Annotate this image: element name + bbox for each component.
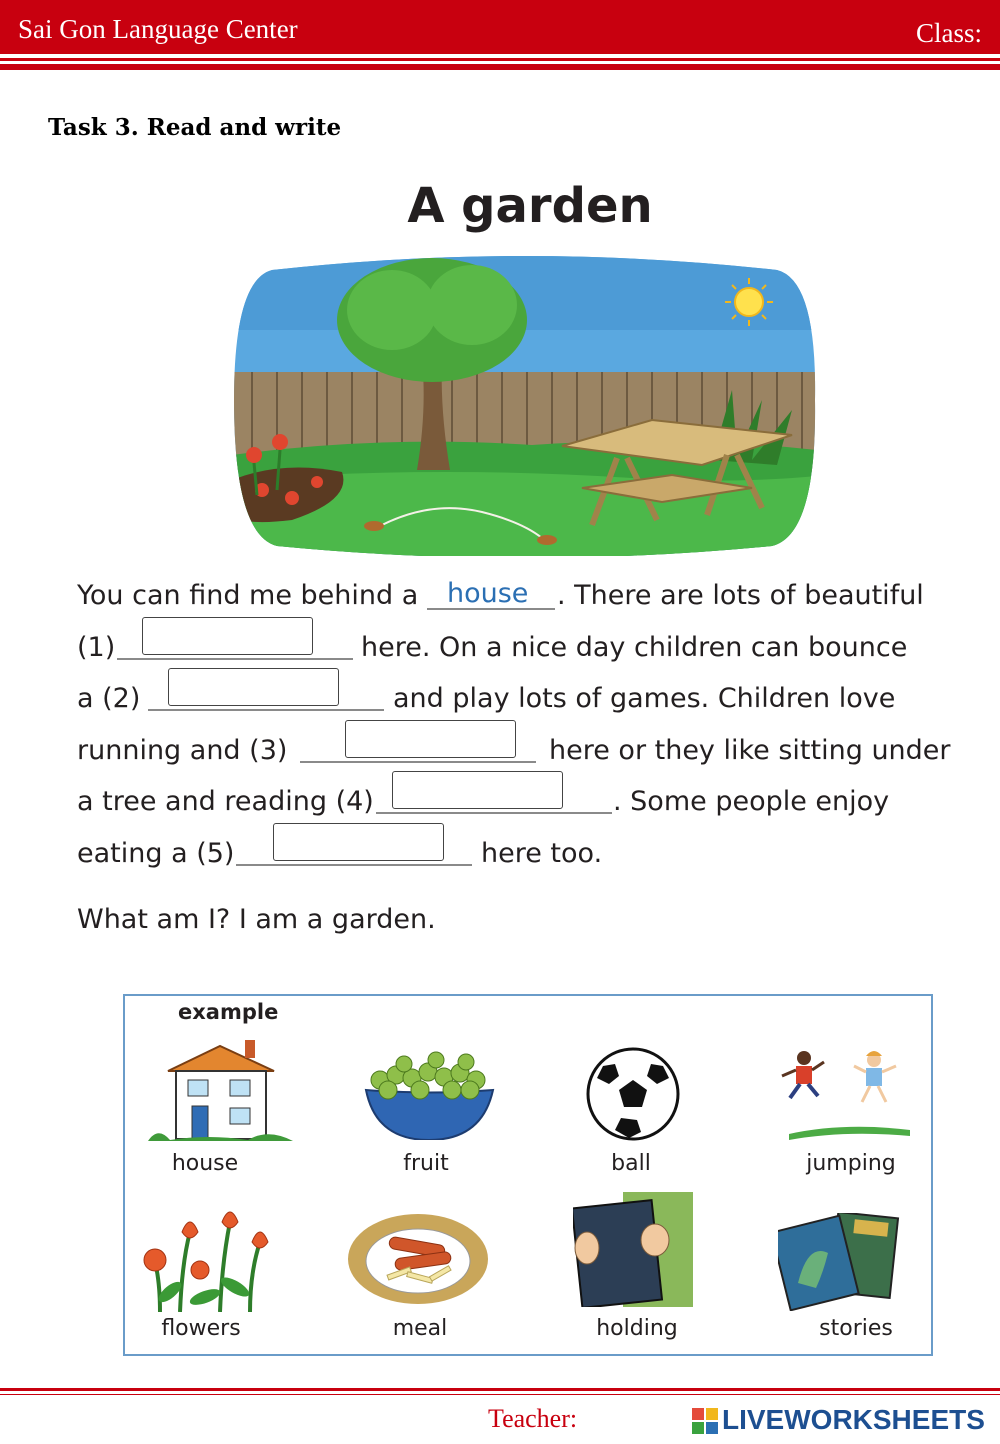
footer-divider <box>0 1388 1000 1391</box>
fruit-bowl-icon <box>362 1050 497 1140</box>
story-line6-end: here too. <box>481 838 603 869</box>
teacher-label: Teacher: <box>488 1404 578 1433</box>
story-line4-start <box>77 735 287 766</box>
blank-line-2 <box>148 709 384 711</box>
flowers-icon <box>140 1202 278 1312</box>
answer-box-2[interactable] <box>168 668 339 706</box>
word-fruit: fruit <box>403 1151 449 1176</box>
story-line5-start <box>77 786 374 817</box>
word-flowers: flowers <box>161 1316 241 1341</box>
blank-number-4: (4) <box>335 786 374 817</box>
story-closing: What am I? I am a garden. <box>77 904 436 935</box>
example-answer: house <box>447 578 529 609</box>
story-line5-words: a tree and reading <box>77 786 327 817</box>
word-ball: ball <box>611 1151 651 1176</box>
story-line3-end: and play lots of games. Children love <box>393 683 896 714</box>
answer-box-3[interactable] <box>345 720 516 758</box>
story-line-1 <box>77 580 418 611</box>
story-line1-start: You can find me behind a <box>77 580 419 611</box>
story-line5-end: . Some people enjoy <box>613 786 890 817</box>
ball-icon <box>585 1046 681 1142</box>
holding-book-icon <box>573 1192 699 1307</box>
house-icon <box>148 1036 293 1144</box>
meal-plate-icon <box>347 1211 489 1307</box>
class-label: Class: <box>915 18 982 48</box>
blank-line-5 <box>236 864 472 866</box>
example-label: example <box>178 1000 279 1024</box>
story-line3-word: a <box>77 683 94 714</box>
answer-box-5[interactable] <box>273 823 444 861</box>
story-line3-start <box>77 683 140 714</box>
word-jumping: jumping <box>806 1151 896 1176</box>
story-line4-end: here or they like sitting under <box>549 735 951 766</box>
story-line2-end: here. On a nice day children can bounce <box>361 632 908 663</box>
blank-number-2: (2) <box>102 683 141 714</box>
blank-number-1: (1) <box>77 632 116 663</box>
blank-line-3 <box>300 761 536 763</box>
story-line6-words: eating a <box>77 838 188 869</box>
header-divider <box>0 58 1000 61</box>
header-divider-thick <box>0 64 1000 70</box>
story-line6-start <box>77 838 234 869</box>
worksheet-header <box>0 0 1000 54</box>
blank-line-4 <box>376 812 612 814</box>
word-meal: meal <box>392 1316 448 1341</box>
footer-divider-thin <box>0 1394 1000 1395</box>
word-holding: holding <box>596 1316 678 1341</box>
garden-illustration <box>232 250 817 556</box>
story-books-icon <box>778 1213 900 1311</box>
blank-number-5: (5) <box>196 838 235 869</box>
blank-line-1 <box>117 658 353 660</box>
word-stories: stories <box>819 1316 893 1341</box>
answer-box-4[interactable] <box>392 771 563 809</box>
task-heading: Task 3. Read and write <box>48 114 342 141</box>
word-house: house <box>171 1151 239 1176</box>
story-line4-words: running and <box>77 735 241 766</box>
jumping-children-icon <box>774 1046 914 1142</box>
story-title: A garden <box>407 178 653 234</box>
blank-number-3: (3) <box>249 735 288 766</box>
liveworksheets-brand[interactable]: LIVEWORKSHEETS <box>722 1404 985 1435</box>
story-line1-end: . There are lots of beautiful <box>557 580 924 611</box>
liveworksheets-logo-icon <box>692 1408 718 1434</box>
answer-box-1[interactable] <box>142 617 313 655</box>
center-name: Sai Gon Language Center <box>18 14 298 44</box>
